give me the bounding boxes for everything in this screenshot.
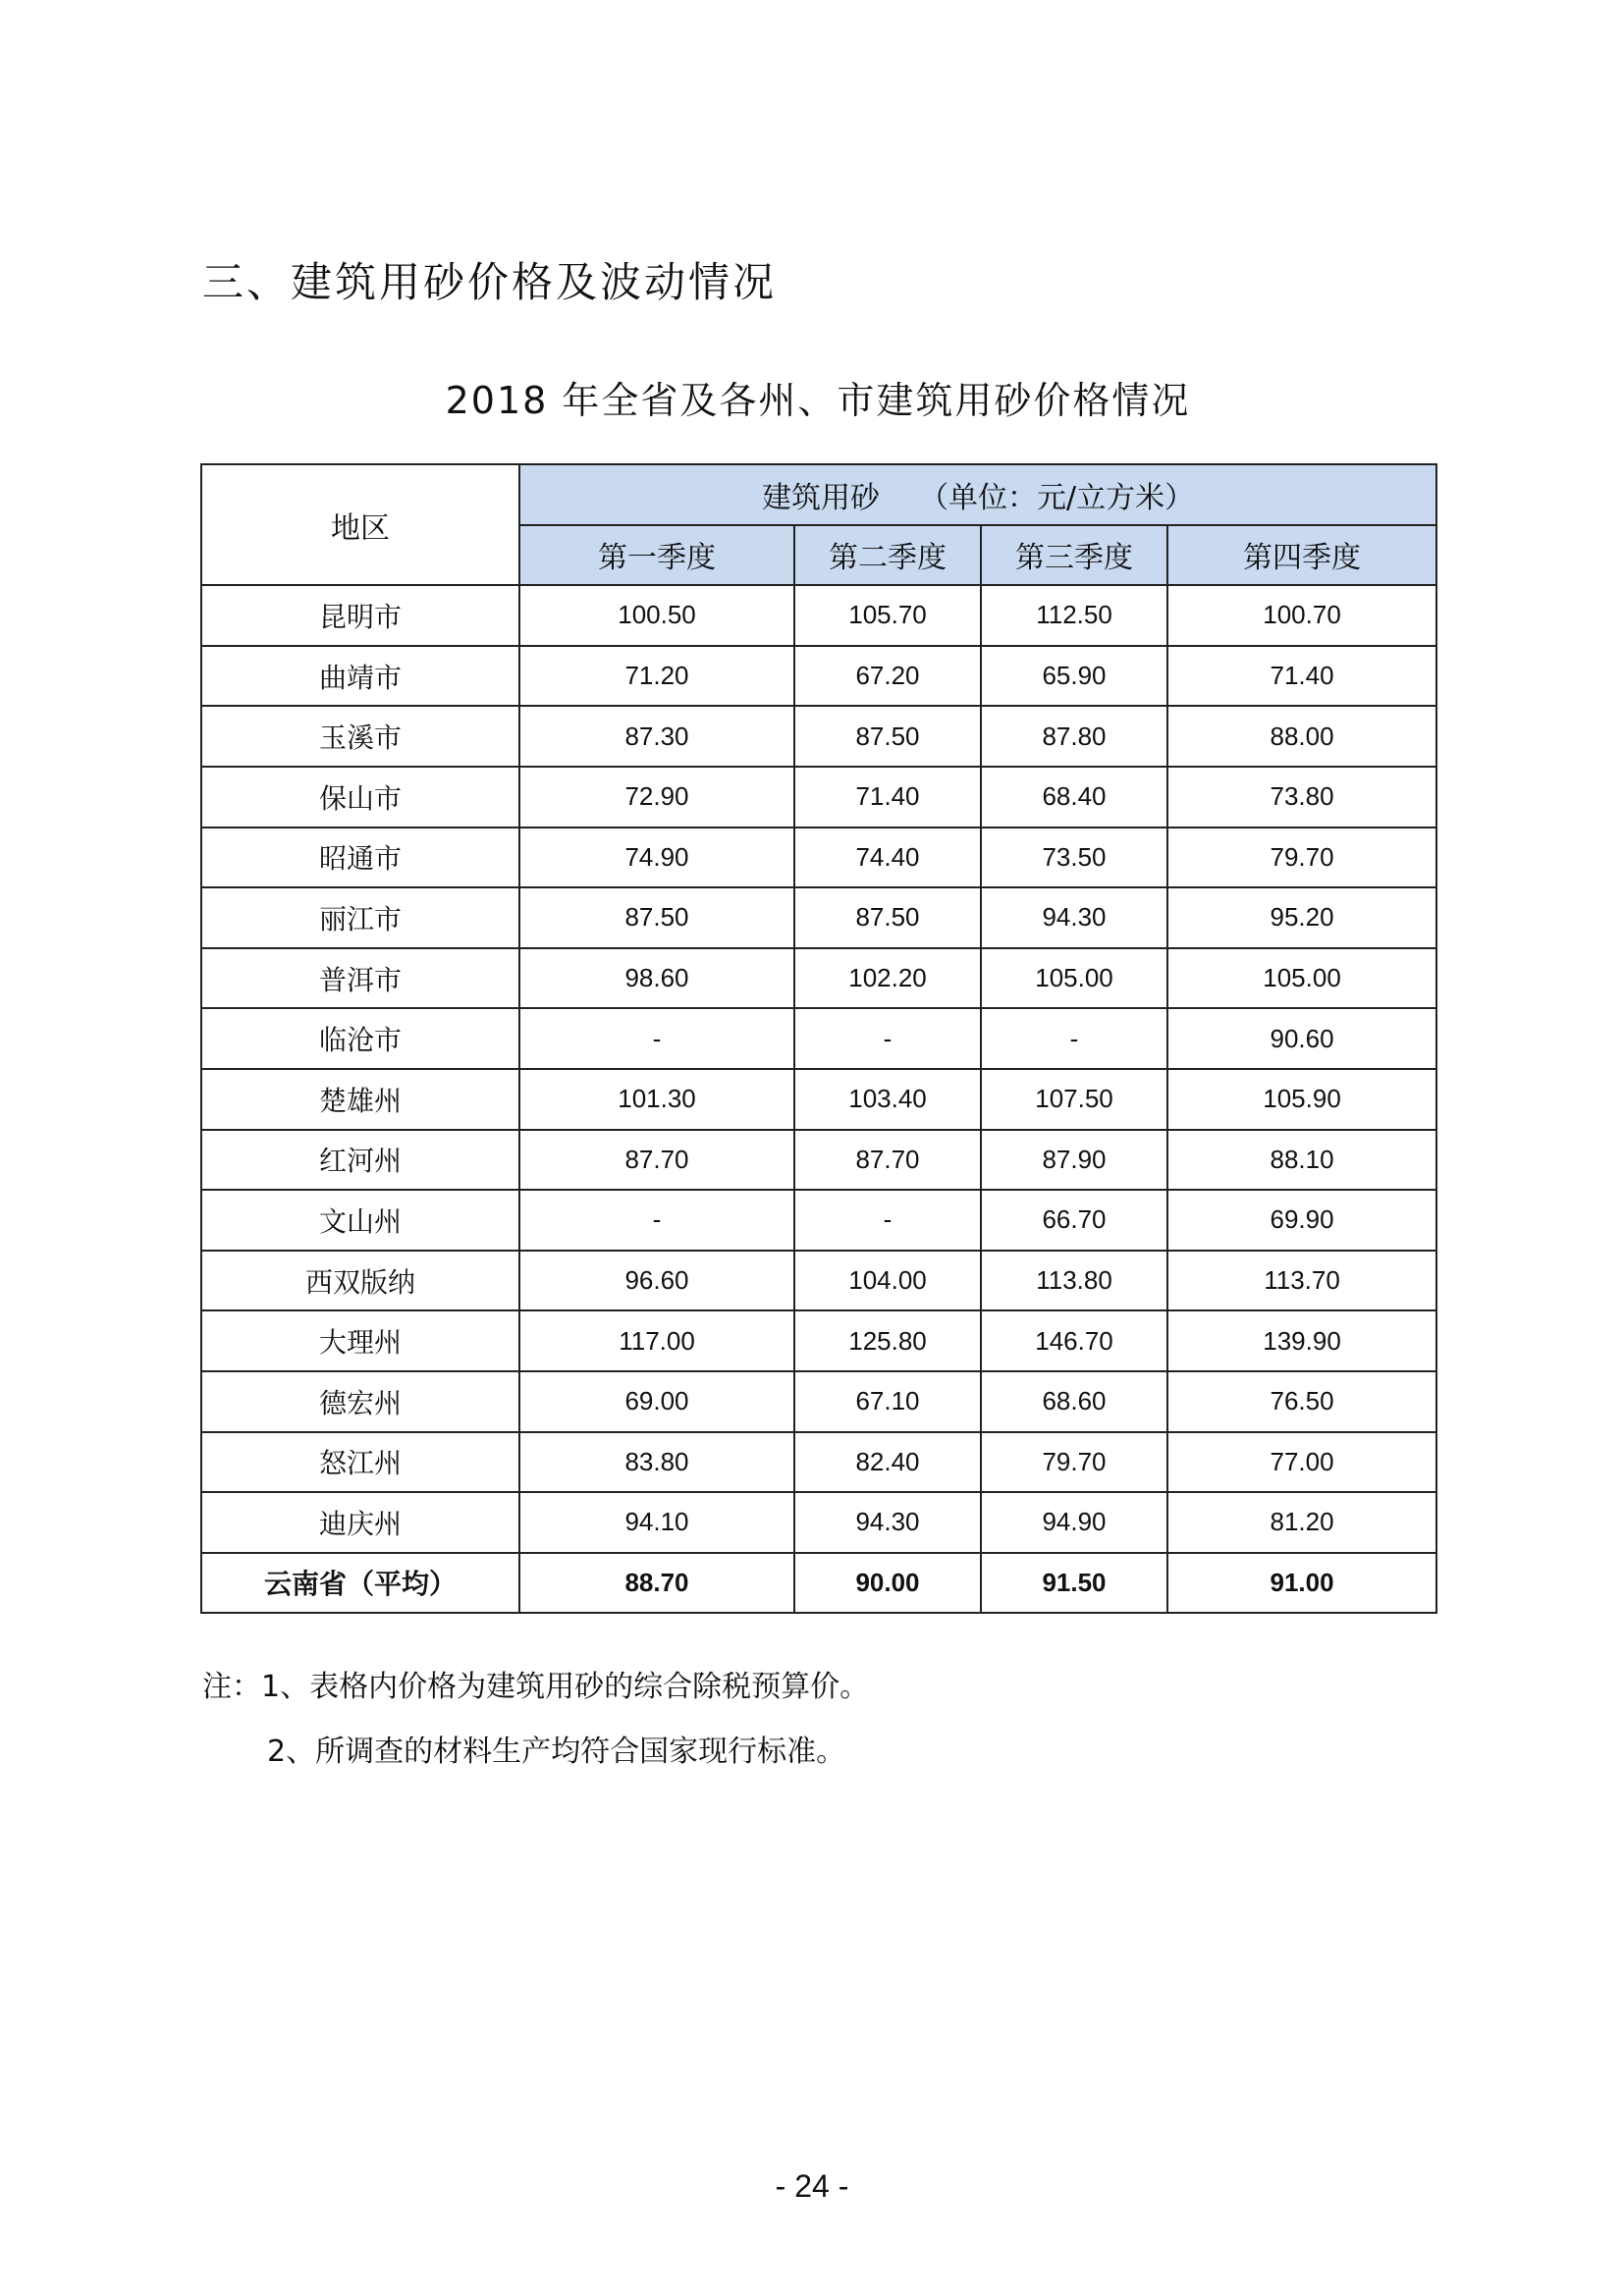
price-cell: 81.20 bbox=[1167, 1492, 1436, 1553]
price-cell: 71.40 bbox=[794, 767, 981, 828]
table-title: 2018 年全省及各州、市建筑用砂价格情况 bbox=[445, 379, 1191, 422]
table-body bbox=[201, 585, 1436, 1613]
price-cell: 96.60 bbox=[519, 1251, 794, 1311]
price-cell: 74.90 bbox=[519, 828, 794, 888]
table-row bbox=[201, 1130, 1436, 1191]
quarter-header-q2: 第二季度 bbox=[794, 525, 981, 586]
page-number: - 24 - bbox=[775, 2168, 849, 2204]
table-row bbox=[201, 948, 1436, 1009]
table-row bbox=[201, 1432, 1436, 1493]
price-cell: 139.90 bbox=[1167, 1310, 1436, 1371]
group-header bbox=[519, 464, 1436, 525]
unit-label: （单位：元/立方米） bbox=[918, 480, 1195, 515]
price-cell: 113.70 bbox=[1167, 1251, 1436, 1311]
note-1: 注：1、表格内价格为建筑用砂的综合除税预算价。 bbox=[202, 1670, 870, 1704]
price-cell: 79.70 bbox=[981, 1432, 1167, 1493]
price-cell: 100.50 bbox=[519, 585, 794, 646]
quarter-header-q1: 第一季度 bbox=[519, 525, 794, 586]
quarter-header-q4: 第四季度 bbox=[1167, 525, 1436, 586]
price-cell: 73.50 bbox=[981, 828, 1167, 888]
price-cell: 91.00 bbox=[1167, 1553, 1436, 1614]
table-row bbox=[201, 1251, 1436, 1311]
region-cell: 德宏州 bbox=[201, 1371, 519, 1432]
group-header-label: 建筑用砂 bbox=[761, 480, 880, 515]
region-cell: 云南省（平均） bbox=[201, 1553, 519, 1614]
price-cell: 87.50 bbox=[519, 887, 794, 948]
quarter-header-q3: 第三季度 bbox=[981, 525, 1167, 586]
price-cell: 87.50 bbox=[794, 706, 981, 767]
price-cell: 105.00 bbox=[1167, 948, 1436, 1009]
price-cell: - bbox=[519, 1190, 794, 1251]
region-cell: 昆明市 bbox=[201, 585, 519, 646]
region-column-header: 地区 bbox=[201, 464, 519, 585]
region-cell: 大理州 bbox=[201, 1310, 519, 1371]
price-cell: - bbox=[519, 1008, 794, 1069]
price-cell: - bbox=[794, 1008, 981, 1069]
table-row bbox=[201, 1310, 1436, 1371]
price-cell: 87.50 bbox=[794, 887, 981, 948]
price-cell: 94.30 bbox=[981, 887, 1167, 948]
price-cell: 94.90 bbox=[981, 1492, 1167, 1553]
price-cell: 125.80 bbox=[794, 1310, 981, 1371]
price-cell: - bbox=[981, 1008, 1167, 1069]
region-cell: 普洱市 bbox=[201, 948, 519, 1009]
price-cell: 101.30 bbox=[519, 1069, 794, 1130]
table-row bbox=[201, 585, 1436, 646]
region-cell: 临沧市 bbox=[201, 1008, 519, 1069]
region-cell: 丽江市 bbox=[201, 887, 519, 948]
price-cell: 91.50 bbox=[981, 1553, 1167, 1614]
region-cell: 怒江州 bbox=[201, 1432, 519, 1493]
price-cell: 88.10 bbox=[1167, 1130, 1436, 1191]
price-cell: 74.40 bbox=[794, 828, 981, 888]
price-cell: 105.90 bbox=[1167, 1069, 1436, 1130]
notes bbox=[202, 1655, 869, 1785]
price-cell: 79.70 bbox=[1167, 828, 1436, 888]
price-cell: 87.70 bbox=[794, 1130, 981, 1191]
region-cell: 红河州 bbox=[201, 1130, 519, 1191]
price-cell: 65.90 bbox=[981, 646, 1167, 707]
price-cell: 69.00 bbox=[519, 1371, 794, 1432]
price-cell: 146.70 bbox=[981, 1310, 1167, 1371]
price-cell: 87.30 bbox=[519, 706, 794, 767]
price-cell: 66.70 bbox=[981, 1190, 1167, 1251]
region-cell: 迪庆州 bbox=[201, 1492, 519, 1553]
table-row bbox=[201, 646, 1436, 707]
price-cell: 71.40 bbox=[1167, 646, 1436, 707]
table-row bbox=[201, 887, 1436, 948]
table-row bbox=[201, 1371, 1436, 1432]
region-cell: 保山市 bbox=[201, 767, 519, 828]
price-cell: - bbox=[794, 1190, 981, 1251]
price-table bbox=[200, 463, 1437, 1614]
price-cell: 100.70 bbox=[1167, 585, 1436, 646]
region-cell: 西双版纳 bbox=[201, 1251, 519, 1311]
table-row bbox=[201, 1492, 1436, 1553]
price-cell: 107.50 bbox=[981, 1069, 1167, 1130]
region-cell: 曲靖市 bbox=[201, 646, 519, 707]
average-row bbox=[201, 1553, 1436, 1614]
table-row bbox=[201, 767, 1436, 828]
price-cell: 112.50 bbox=[981, 585, 1167, 646]
price-cell: 68.60 bbox=[981, 1371, 1167, 1432]
price-cell: 71.20 bbox=[519, 646, 794, 707]
note-2: 2、所调查的材料生产均符合国家现行标准。 bbox=[267, 1735, 846, 1769]
price-cell: 82.40 bbox=[794, 1432, 981, 1493]
price-cell: 94.30 bbox=[794, 1492, 981, 1553]
price-cell: 67.10 bbox=[794, 1371, 981, 1432]
price-cell: 87.80 bbox=[981, 706, 1167, 767]
price-cell: 88.00 bbox=[1167, 706, 1436, 767]
price-cell: 88.70 bbox=[519, 1553, 794, 1614]
price-cell: 95.20 bbox=[1167, 887, 1436, 948]
price-cell: 117.00 bbox=[519, 1310, 794, 1371]
region-cell: 玉溪市 bbox=[201, 706, 519, 767]
price-cell: 67.20 bbox=[794, 646, 981, 707]
price-cell: 90.00 bbox=[794, 1553, 981, 1614]
price-cell: 76.50 bbox=[1167, 1371, 1436, 1432]
price-cell: 90.60 bbox=[1167, 1008, 1436, 1069]
price-cell: 68.40 bbox=[981, 767, 1167, 828]
region-cell: 昭通市 bbox=[201, 828, 519, 888]
price-cell: 94.10 bbox=[519, 1492, 794, 1553]
table-row bbox=[201, 706, 1436, 767]
price-cell: 98.60 bbox=[519, 948, 794, 1009]
price-cell: 113.80 bbox=[981, 1251, 1167, 1311]
region-cell: 文山州 bbox=[201, 1190, 519, 1251]
price-cell: 104.00 bbox=[794, 1251, 981, 1311]
price-cell: 102.20 bbox=[794, 948, 981, 1009]
table-row bbox=[201, 1008, 1436, 1069]
region-cell: 楚雄州 bbox=[201, 1069, 519, 1130]
price-cell: 69.90 bbox=[1167, 1190, 1436, 1251]
price-cell: 72.90 bbox=[519, 767, 794, 828]
price-cell: 73.80 bbox=[1167, 767, 1436, 828]
price-cell: 105.70 bbox=[794, 585, 981, 646]
price-cell: 83.80 bbox=[519, 1432, 794, 1493]
table-row bbox=[201, 1069, 1436, 1130]
price-cell: 87.90 bbox=[981, 1130, 1167, 1191]
section-heading: 三、建筑用砂价格及波动情况 bbox=[202, 258, 778, 306]
table-row bbox=[201, 828, 1436, 888]
table-row bbox=[201, 1190, 1436, 1251]
price-cell: 77.00 bbox=[1167, 1432, 1436, 1493]
price-cell: 105.00 bbox=[981, 948, 1167, 1009]
price-cell: 87.70 bbox=[519, 1130, 794, 1191]
price-cell: 103.40 bbox=[794, 1069, 981, 1130]
